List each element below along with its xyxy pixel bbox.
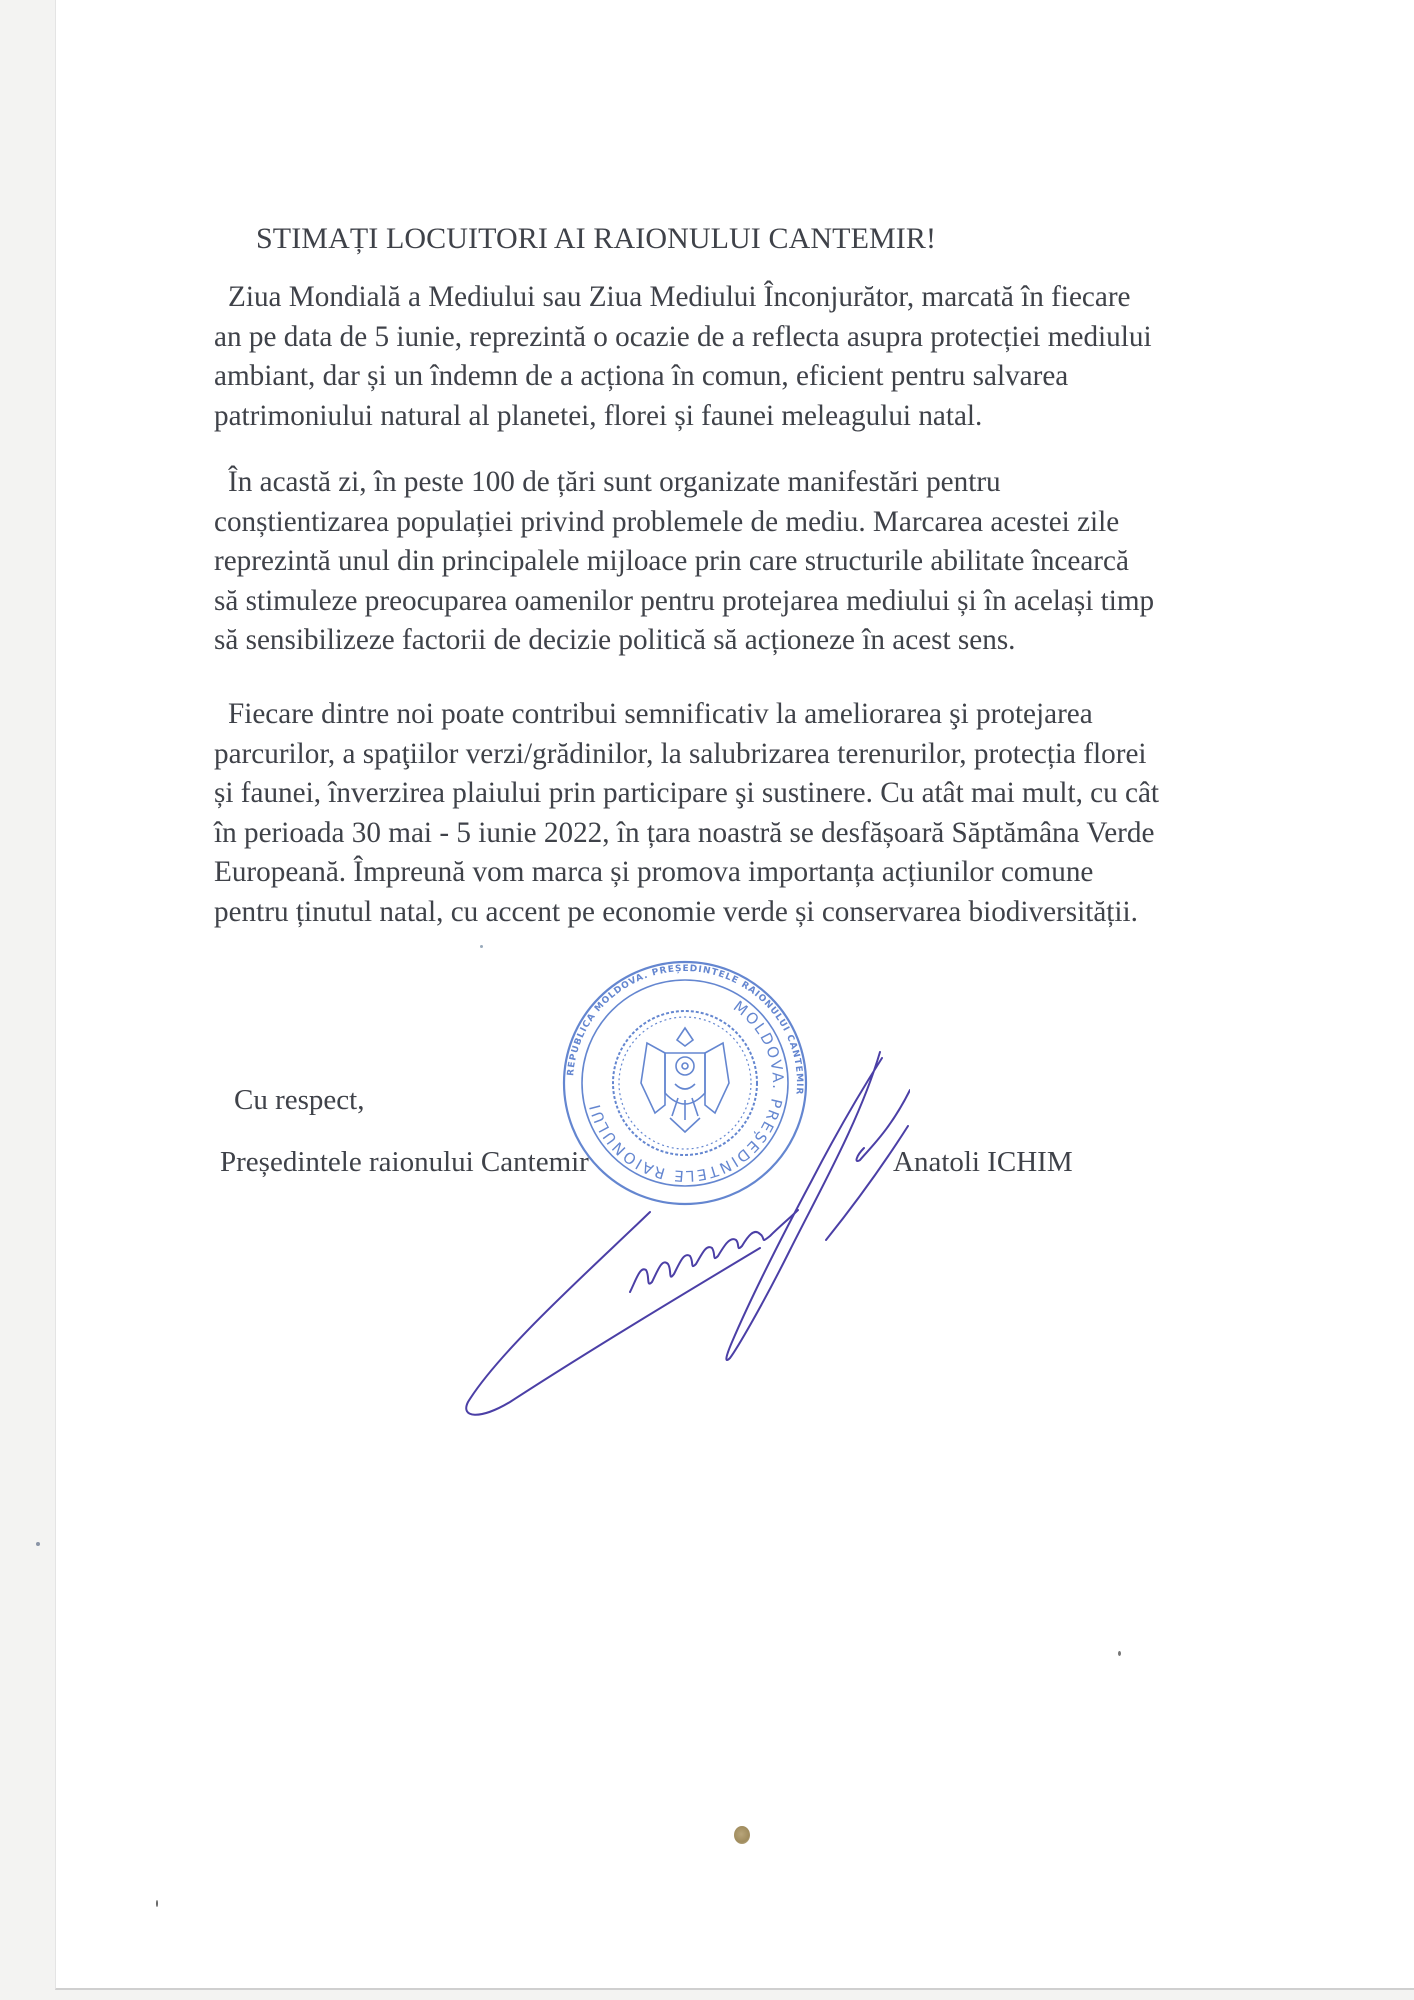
- paragraph-2: [214, 463, 1314, 661]
- paragraph-line: să stimuleze preocuparea oamenilor pentru protejarea mediului și în același timp: [214, 584, 1155, 617]
- paragraph-3: [214, 695, 1314, 932]
- paragraph-line: an pe data de 5 iunie, reprezintă o ocazie de a reflecta asupra protecției mediului: [214, 320, 1152, 353]
- signatory-name: Anatoli ICHIM: [893, 1146, 1073, 1178]
- signatory-title: Președintele raionului Cantemir: [220, 1146, 589, 1178]
- scan-speck: [156, 1900, 158, 1907]
- seal-outer-text: REPUBLICA MOLDOVA. PREȘEDINTELE RAIONULUI CANTEMIR: [566, 963, 805, 1096]
- paragraph-line: ambiant, dar și un îndemn de a acționa în comun, eficient pentru salvarea: [214, 360, 1069, 392]
- handwritten-signature: [440, 1030, 910, 1430]
- paragraph-line: reprezintă unul din principalele mijloace prin care structurile abilitate încearcă: [214, 545, 1129, 577]
- scan-speck: [36, 1542, 40, 1546]
- paragraph-1: [214, 278, 1314, 436]
- letter-heading: STIMAȚI LOCUITORI AI RAIONULUI CANTEMIR!: [256, 222, 937, 255]
- scan-speck: [480, 945, 483, 948]
- paragraph-line: pentru ținutul natal, cu accent pe economie verde și conservarea biodiversității.: [214, 895, 1138, 928]
- paragraph-line: parcurilor, a spaţiilor verzi/grădinilor, la salubrizarea terenurilor, protecția florei: [214, 737, 1147, 770]
- closing-salutation: Cu respect,: [234, 1084, 365, 1116]
- paragraph-line: conștientizarea populației privind problemele de mediu. Marcarea acestei zile: [214, 505, 1120, 538]
- paragraph-line: în perioada 30 mai - 5 iunie 2022, în țara noastră se desfășoară Săptămâna Verde: [214, 816, 1155, 849]
- paragraph-line: Ziua Mondială a Mediului sau Ziua Mediului Înconjurător, marcată în fiecare: [228, 281, 1131, 313]
- paragraph-line: Europeană. Împreună vom marca și promova importanța acțiunilor comune: [214, 856, 1094, 888]
- paragraph-line: și faunei, înverzirea plaiului prin participare şi sustinere. Cu atât mai mult, cu cât: [214, 777, 1160, 809]
- scan-blot: [734, 1826, 750, 1844]
- paragraph-line: să sensibilizeze factorii de decizie politică să acționeze în acest sens.: [214, 624, 1016, 656]
- scan-speck: [1118, 1651, 1121, 1656]
- paragraph-line: patrimoniului natural al planetei, florei și faunei meleagului natal.: [214, 399, 983, 432]
- seal-inner-text: MOLDOVA. PREȘEDINTELE RAIONULUI: [585, 997, 788, 1186]
- paragraph-line: În acastă zi, în peste 100 de țări sunt organizate manifestări pentru: [228, 466, 1001, 498]
- paragraph-line: Fiecare dintre noi poate contribui semnificativ la ameliorarea şi protejarea: [228, 698, 1093, 730]
